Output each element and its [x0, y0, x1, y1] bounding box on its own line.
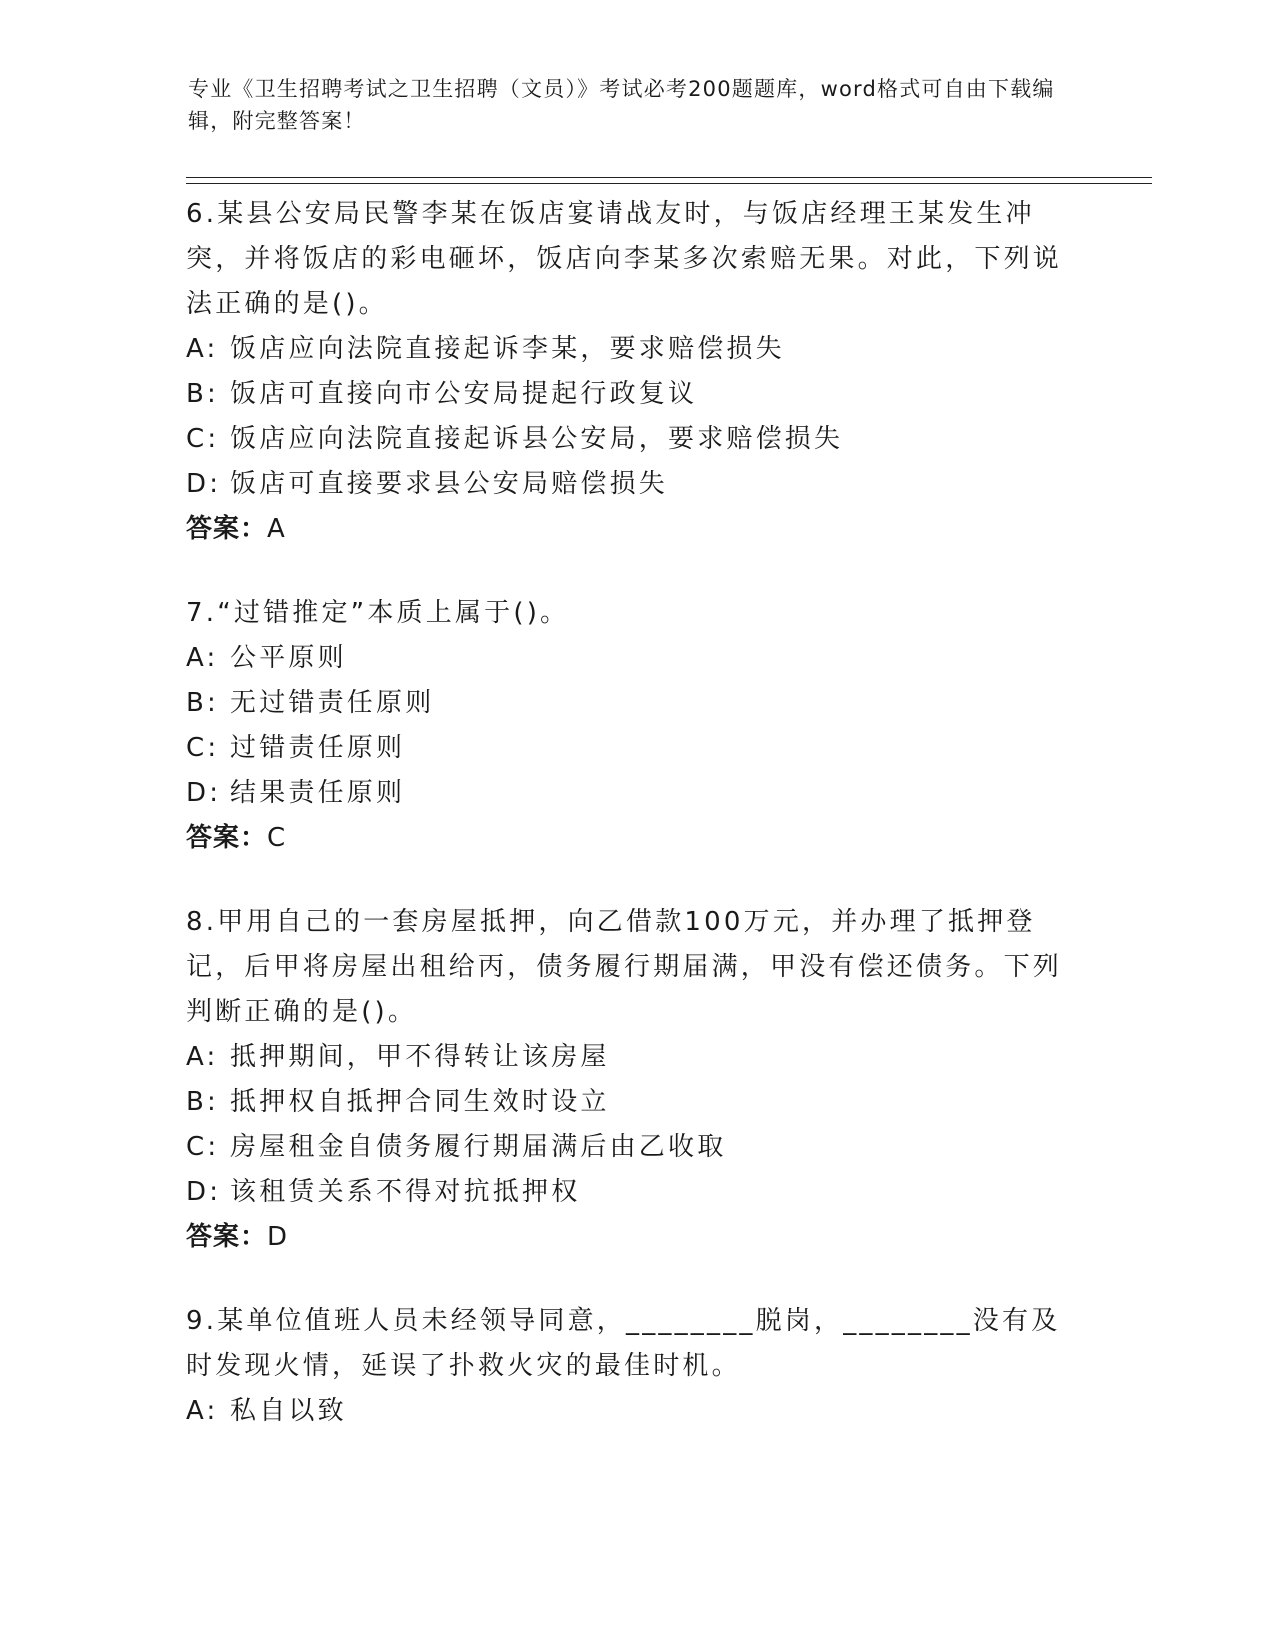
- option-a: [186, 636, 1066, 681]
- question-7: [186, 591, 1066, 861]
- answer: [186, 1215, 1066, 1260]
- question-9: [186, 1299, 1066, 1434]
- option-text: 公平原则: [230, 643, 347, 673]
- option-list: [186, 1035, 1066, 1215]
- option-key: D:: [186, 778, 222, 808]
- question-6: [186, 192, 1066, 552]
- header-divider: [186, 177, 1152, 184]
- question-8: [186, 900, 1066, 1260]
- option-b: [186, 372, 1066, 417]
- option-key: B:: [186, 379, 219, 409]
- option-key: B:: [186, 1087, 219, 1117]
- question-text: 6.某县公安局民警李某在饭店宴请战友时，与饭店经理王某发生冲突，并将饭店的彩电砸坏，饭店向李某多次索赔无果。对此，下列说法正确的是()。: [186, 199, 1063, 319]
- answer-value: A: [267, 514, 286, 544]
- option-key: C:: [186, 424, 220, 454]
- answer-label: 答案：: [186, 1222, 268, 1252]
- answer-label: 答案：: [186, 823, 268, 853]
- question-list: [186, 192, 1066, 1473]
- option-d: [186, 1170, 1066, 1215]
- option-c: [186, 417, 1066, 462]
- option-text: 该租赁关系不得对抗抵押权: [230, 1177, 581, 1207]
- answer-value: C: [267, 823, 287, 853]
- option-b: [186, 1080, 1066, 1125]
- answer: [186, 507, 1066, 552]
- answer: [186, 816, 1066, 861]
- answer-label: 答案：: [186, 514, 268, 544]
- document-header: [188, 73, 1068, 137]
- option-key: D:: [186, 1177, 222, 1207]
- option-list: [186, 636, 1066, 816]
- option-text: 抵押期间，甲不得转让该房屋: [230, 1042, 610, 1072]
- option-text: 私自以致: [230, 1396, 347, 1426]
- option-list: [186, 327, 1066, 507]
- option-c: [186, 1125, 1066, 1170]
- option-key: C:: [186, 1132, 220, 1162]
- option-d: [186, 771, 1066, 816]
- option-key: A:: [186, 1396, 219, 1426]
- option-a: [186, 1035, 1066, 1080]
- option-text: 过错责任原则: [230, 733, 406, 763]
- option-d: [186, 462, 1066, 507]
- option-a: [186, 327, 1066, 372]
- option-list: [186, 1389, 1066, 1434]
- question-text: 9.某单位值班人员未经领导同意，________脱岗，________没有及时发现火情，延误了扑救火灾的最佳时机。: [186, 1306, 1061, 1381]
- option-key: A:: [186, 643, 219, 673]
- option-text: 房屋租金自债务履行期届满后由乙收取: [230, 1132, 727, 1162]
- option-text: 抵押权自抵押合同生效时设立: [230, 1087, 610, 1117]
- answer-value: D: [267, 1222, 289, 1252]
- option-text: 饭店应向法院直接起诉李某，要求赔偿损失: [230, 334, 785, 364]
- question-text: 8.甲用自己的一套房屋抵押，向乙借款100万元，并办理了抵押登记，后甲将房屋出租给丙，债务履行期届满，甲没有偿还债务。下列判断正确的是()。: [186, 907, 1063, 1027]
- option-c: [186, 726, 1066, 771]
- option-text: 饭店可直接向市公安局提起行政复议: [230, 379, 698, 409]
- option-text: 结果责任原则: [230, 778, 406, 808]
- question-text: 7.“过错推定”本质上属于()。: [186, 598, 570, 628]
- option-key: D:: [186, 469, 222, 499]
- option-key: A:: [186, 1042, 219, 1072]
- option-key: B:: [186, 688, 219, 718]
- option-text: 无过错责任原则: [230, 688, 435, 718]
- option-text: 饭店可直接要求县公安局赔偿损失: [230, 469, 669, 499]
- option-b: [186, 681, 1066, 726]
- option-a: [186, 1389, 1066, 1434]
- header-text: 专业《卫生招聘考试之卫生招聘（文员）》考试必考200题题库，word格式可自由下载编辑，附完整答案！: [188, 77, 1055, 133]
- option-key: A:: [186, 334, 219, 364]
- option-key: C:: [186, 733, 220, 763]
- option-text: 饭店应向法院直接起诉县公安局，要求赔偿损失: [230, 424, 844, 454]
